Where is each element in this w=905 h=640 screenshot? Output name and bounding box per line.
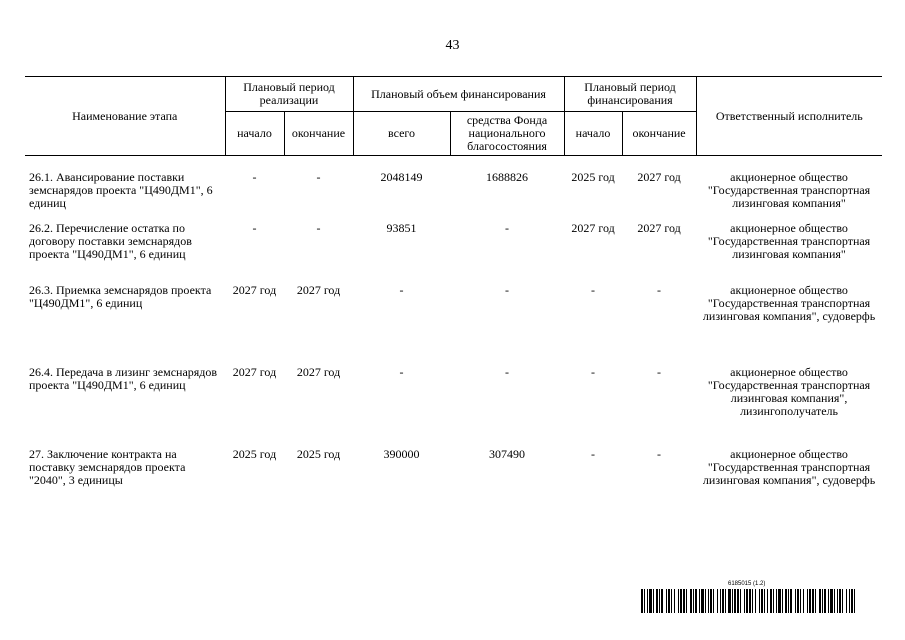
stage-name: 26.4. Передача в лизинг земснарядов проекта "Ц490ДМ1", 6 единиц bbox=[29, 364, 218, 392]
realization-start: - bbox=[252, 220, 257, 235]
realization-start: - bbox=[252, 170, 257, 184]
barcode-label: 6185015 (1.2) bbox=[728, 581, 766, 587]
stage-name: 26.3. Приемка земснарядов проекта "Ц490ДМ1", 6 единиц bbox=[29, 282, 212, 310]
table-row bbox=[25, 448, 882, 491]
financing-total: - bbox=[399, 364, 404, 379]
realization-start: 2027 год bbox=[232, 282, 277, 297]
barcode-icon bbox=[641, 589, 857, 613]
financing-end: - bbox=[657, 364, 662, 379]
realization-end: - bbox=[316, 220, 321, 235]
realization-end: - bbox=[316, 170, 321, 184]
header-start: начало bbox=[225, 112, 284, 156]
header-fund: средства Фонда национального благосостояния bbox=[450, 112, 564, 156]
financing-fund: 1688826 bbox=[486, 170, 529, 184]
realization-end: 2025 год bbox=[296, 446, 341, 461]
financing-fund: - bbox=[505, 220, 510, 235]
realization-start: 2027 год bbox=[232, 364, 277, 379]
stages-table bbox=[25, 76, 882, 491]
financing-end: - bbox=[657, 446, 662, 461]
financing-fund: - bbox=[505, 282, 510, 297]
financing-fund: 307490 bbox=[489, 446, 526, 461]
financing-fund: - bbox=[505, 364, 510, 379]
page-number: 43 bbox=[445, 38, 460, 53]
header-fin-end: окончание bbox=[622, 112, 696, 156]
header-total: всего bbox=[353, 112, 450, 156]
responsible: акционерное общество "Государственная транспортная лизинговая компания", судоверфь bbox=[702, 446, 876, 487]
financing-total: 2048149 bbox=[380, 170, 423, 184]
header-end: окончание bbox=[284, 112, 353, 156]
financing-total: - bbox=[399, 282, 404, 297]
responsible: акционерное общество "Государственная транспортная лизинговая компания" bbox=[707, 170, 871, 210]
financing-start: - bbox=[591, 446, 596, 461]
financing-total: 390000 bbox=[383, 446, 420, 461]
responsible: акционерное общество "Государственная транспортная лизинговая компания" bbox=[707, 220, 871, 261]
financing-start: 2027 год bbox=[571, 220, 615, 235]
table-row bbox=[25, 156, 882, 222]
financing-end: 2027 год bbox=[637, 170, 681, 184]
header-fin-start: начало bbox=[564, 112, 622, 156]
financing-start: - bbox=[591, 364, 596, 379]
realization-start: 2025 год bbox=[232, 446, 277, 461]
header-stage-name: Наименование этапа bbox=[25, 77, 225, 156]
header-planned-period-financing: Плановый период финансирования bbox=[564, 77, 696, 112]
stage-name: 26.2. Перечисление остатка по договору поставки земснарядов проекта "Ц490ДМ1", 6 единиц bbox=[29, 220, 192, 261]
financing-total: 93851 bbox=[386, 220, 417, 235]
responsible: акционерное общество "Государственная транспортная лизинговая компания", судоверфь bbox=[702, 282, 876, 323]
realization-end: 2027 год bbox=[296, 282, 341, 297]
stage-name: 26.1. Авансирование поставки земснарядов проекта "Ц490ДМ1", 6 единиц bbox=[29, 170, 213, 210]
realization-end: 2027 год bbox=[296, 364, 341, 379]
header-responsible: Ответственный исполнитель bbox=[696, 77, 882, 156]
table-row bbox=[25, 284, 882, 366]
responsible: акционерное общество "Государственная транспортная лизинговая компания", лизингополучатель bbox=[707, 364, 871, 418]
financing-start: 2025 год bbox=[571, 170, 615, 184]
table-row bbox=[25, 222, 882, 284]
financing-end: 2027 год bbox=[637, 220, 681, 235]
table-row bbox=[25, 366, 882, 448]
financing-start: - bbox=[591, 282, 596, 297]
header-planned-volume-financing: Плановый объем финансирования bbox=[353, 77, 564, 112]
financing-end: - bbox=[657, 282, 662, 297]
header-planned-period-realization: Плановый период реализации bbox=[225, 77, 353, 112]
stage-name: 27. Заключение контракта на поставку земснарядов проекта "2040", 3 единицы bbox=[29, 446, 186, 487]
